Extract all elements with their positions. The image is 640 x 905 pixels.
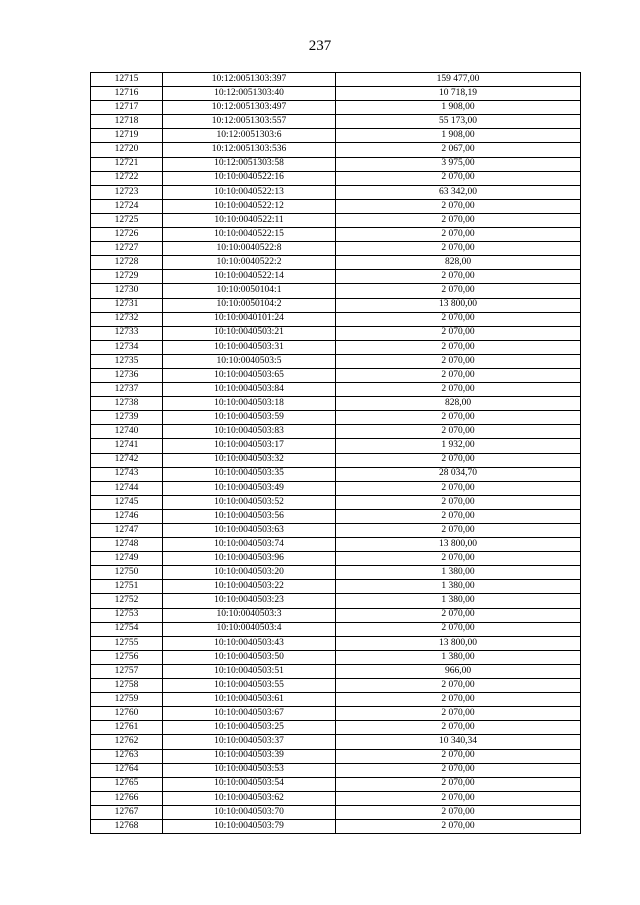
table-row	[91, 481, 581, 495]
amount-cell: 2 070,00	[336, 340, 581, 354]
cadastral-number-cell: 10:10:0040503:25	[163, 721, 336, 735]
cadastral-number-cell: 10:10:0040503:5	[163, 354, 336, 368]
table-row	[91, 538, 581, 552]
table-row	[91, 228, 581, 242]
cadastral-number-cell: 10:10:0040503:43	[163, 636, 336, 650]
row-number-cell: 12727	[91, 242, 163, 256]
table-row	[91, 73, 581, 87]
cadastral-number-cell: 10:12:0051303:6	[163, 129, 336, 143]
cadastral-number-cell: 10:10:0040503:20	[163, 566, 336, 580]
table-row	[91, 763, 581, 777]
cadastral-number-cell: 10:10:0040503:32	[163, 453, 336, 467]
cadastral-number-cell: 10:10:0040503:17	[163, 439, 336, 453]
table-row	[91, 270, 581, 284]
cadastral-number-cell: 10:10:0040101:24	[163, 312, 336, 326]
table-row	[91, 143, 581, 157]
cadastral-number-cell: 10:12:0051303:557	[163, 115, 336, 129]
table-row	[91, 242, 581, 256]
cadastral-number-cell: 10:10:0040503:56	[163, 509, 336, 523]
amount-cell: 2 070,00	[336, 312, 581, 326]
row-number-cell: 12767	[91, 805, 163, 819]
row-number-cell: 12762	[91, 735, 163, 749]
cadastral-number-cell: 10:10:0040503:4	[163, 622, 336, 636]
amount-cell: 2 070,00	[336, 805, 581, 819]
amount-cell: 2 070,00	[336, 411, 581, 425]
row-number-cell: 12766	[91, 791, 163, 805]
amount-cell: 13 800,00	[336, 298, 581, 312]
row-number-cell: 12761	[91, 721, 163, 735]
amount-cell: 2 067,00	[336, 143, 581, 157]
row-number-cell: 12768	[91, 819, 163, 833]
cadastral-number-cell: 10:10:0040503:61	[163, 693, 336, 707]
row-number-cell: 12756	[91, 650, 163, 664]
table-row	[91, 693, 581, 707]
table-row	[91, 777, 581, 791]
table-row	[91, 213, 581, 227]
amount-cell: 2 070,00	[336, 228, 581, 242]
amount-cell: 13 800,00	[336, 636, 581, 650]
amount-cell: 2 070,00	[336, 622, 581, 636]
row-number-cell: 12745	[91, 495, 163, 509]
row-number-cell: 12735	[91, 354, 163, 368]
table-row	[91, 354, 581, 368]
row-number-cell: 12737	[91, 383, 163, 397]
row-number-cell: 12743	[91, 467, 163, 481]
table-row	[91, 791, 581, 805]
cadastral-number-cell: 10:10:0040503:70	[163, 805, 336, 819]
amount-cell: 159 477,00	[336, 73, 581, 87]
cadastral-number-cell: 10:10:0040503:51	[163, 664, 336, 678]
amount-cell: 2 070,00	[336, 425, 581, 439]
table-row	[91, 566, 581, 580]
table-row	[91, 340, 581, 354]
row-number-cell: 12740	[91, 425, 163, 439]
table-row	[91, 524, 581, 538]
table-row	[91, 735, 581, 749]
cadastral-number-cell: 10:10:0040503:59	[163, 411, 336, 425]
table-row	[91, 594, 581, 608]
cadastral-number-cell: 10:10:0040503:53	[163, 763, 336, 777]
table-row	[91, 397, 581, 411]
row-number-cell: 12728	[91, 256, 163, 270]
amount-cell: 2 070,00	[336, 679, 581, 693]
amount-cell: 3 975,00	[336, 157, 581, 171]
amount-cell: 2 070,00	[336, 453, 581, 467]
cadastral-number-cell: 10:10:0040522:12	[163, 199, 336, 213]
table-row	[91, 411, 581, 425]
table-row	[91, 199, 581, 213]
table-row	[91, 664, 581, 678]
cadastral-number-cell: 10:12:0051303:536	[163, 143, 336, 157]
cadastral-number-cell: 10:10:0040503:21	[163, 326, 336, 340]
amount-cell: 2 070,00	[336, 383, 581, 397]
row-number-cell: 12718	[91, 115, 163, 129]
amount-cell: 2 070,00	[336, 199, 581, 213]
cadastral-number-cell: 10:10:0040503:49	[163, 481, 336, 495]
amount-cell: 1 380,00	[336, 650, 581, 664]
row-number-cell: 12738	[91, 397, 163, 411]
cadastral-number-cell: 10:10:0040522:14	[163, 270, 336, 284]
amount-cell: 2 070,00	[336, 509, 581, 523]
amount-cell: 63 342,00	[336, 185, 581, 199]
row-number-cell: 12729	[91, 270, 163, 284]
cadastral-number-cell: 10:10:0040503:18	[163, 397, 336, 411]
amount-cell: 2 070,00	[336, 368, 581, 382]
amount-cell: 2 070,00	[336, 354, 581, 368]
amount-cell: 2 070,00	[336, 777, 581, 791]
cadastral-number-cell: 10:10:0040503:96	[163, 552, 336, 566]
cadastral-number-cell: 10:10:0040503:31	[163, 340, 336, 354]
row-number-cell: 12724	[91, 199, 163, 213]
table-row	[91, 509, 581, 523]
cadastral-number-cell: 10:10:0040522:16	[163, 171, 336, 185]
amount-cell: 28 034,70	[336, 467, 581, 481]
cadastral-number-cell: 10:10:0050104:2	[163, 298, 336, 312]
table-row	[91, 453, 581, 467]
cadastral-number-cell: 10:10:0040503:55	[163, 679, 336, 693]
amount-cell: 1 932,00	[336, 439, 581, 453]
row-number-cell: 12746	[91, 509, 163, 523]
cadastral-number-cell: 10:10:0040503:63	[163, 524, 336, 538]
amount-cell: 2 070,00	[336, 763, 581, 777]
amount-cell: 2 070,00	[336, 791, 581, 805]
row-number-cell: 12717	[91, 101, 163, 115]
row-number-cell: 12739	[91, 411, 163, 425]
amount-cell: 2 070,00	[336, 481, 581, 495]
row-number-cell: 12763	[91, 749, 163, 763]
table-row	[91, 650, 581, 664]
registry-table-body	[91, 73, 581, 834]
table-row	[91, 707, 581, 721]
cadastral-number-cell: 10:10:0040503:67	[163, 707, 336, 721]
row-number-cell: 12764	[91, 763, 163, 777]
amount-cell: 1 908,00	[336, 101, 581, 115]
table-row	[91, 721, 581, 735]
cadastral-number-cell: 10:10:0040522:15	[163, 228, 336, 242]
row-number-cell: 12730	[91, 284, 163, 298]
table-row	[91, 326, 581, 340]
table-row	[91, 749, 581, 763]
table-row	[91, 552, 581, 566]
row-number-cell: 12720	[91, 143, 163, 157]
cadastral-number-cell: 10:10:0040522:2	[163, 256, 336, 270]
row-number-cell: 12722	[91, 171, 163, 185]
cadastral-number-cell: 10:12:0051303:58	[163, 157, 336, 171]
table-row	[91, 368, 581, 382]
amount-cell: 2 070,00	[336, 495, 581, 509]
table-row	[91, 805, 581, 819]
amount-cell: 2 070,00	[336, 749, 581, 763]
row-number-cell: 12742	[91, 453, 163, 467]
amount-cell: 1 908,00	[336, 129, 581, 143]
table-row	[91, 256, 581, 270]
amount-cell: 2 070,00	[336, 608, 581, 622]
row-number-cell: 12726	[91, 228, 163, 242]
row-number-cell: 12758	[91, 679, 163, 693]
amount-cell: 2 070,00	[336, 524, 581, 538]
table-row	[91, 284, 581, 298]
amount-cell: 1 380,00	[336, 566, 581, 580]
amount-cell: 55 173,00	[336, 115, 581, 129]
amount-cell: 2 070,00	[336, 284, 581, 298]
table-row	[91, 495, 581, 509]
cadastral-number-cell: 10:10:0040503:54	[163, 777, 336, 791]
row-number-cell: 12754	[91, 622, 163, 636]
row-number-cell: 12744	[91, 481, 163, 495]
cadastral-number-cell: 10:10:0040503:79	[163, 819, 336, 833]
amount-cell: 1 380,00	[336, 594, 581, 608]
row-number-cell: 12751	[91, 580, 163, 594]
table-row	[91, 312, 581, 326]
cadastral-number-cell: 10:10:0040522:11	[163, 213, 336, 227]
cadastral-number-cell: 10:10:0040503:37	[163, 735, 336, 749]
row-number-cell: 12757	[91, 664, 163, 678]
row-number-cell: 12731	[91, 298, 163, 312]
table-row	[91, 819, 581, 833]
table-row	[91, 171, 581, 185]
amount-cell: 966,00	[336, 664, 581, 678]
table-row	[91, 636, 581, 650]
cadastral-number-cell: 10:12:0051303:40	[163, 87, 336, 101]
cadastral-number-cell: 10:10:0040503:39	[163, 749, 336, 763]
cadastral-number-cell: 10:10:0040503:74	[163, 538, 336, 552]
page-number: 237	[308, 38, 332, 54]
cadastral-number-cell: 10:10:0040522:8	[163, 242, 336, 256]
amount-cell: 2 070,00	[336, 326, 581, 340]
row-number-cell: 12760	[91, 707, 163, 721]
amount-cell: 2 070,00	[336, 270, 581, 284]
amount-cell: 2 070,00	[336, 242, 581, 256]
row-number-cell: 12716	[91, 87, 163, 101]
table-row	[91, 679, 581, 693]
row-number-cell: 12719	[91, 129, 163, 143]
row-number-cell: 12759	[91, 693, 163, 707]
row-number-cell: 12736	[91, 368, 163, 382]
cadastral-number-cell: 10:10:0040522:13	[163, 185, 336, 199]
cadastral-number-cell: 10:10:0040503:62	[163, 791, 336, 805]
row-number-cell: 12752	[91, 594, 163, 608]
row-number-cell: 12748	[91, 538, 163, 552]
cadastral-number-cell: 10:10:0040503:50	[163, 650, 336, 664]
row-number-cell: 12721	[91, 157, 163, 171]
amount-cell: 1 380,00	[336, 580, 581, 594]
cadastral-number-cell: 10:10:0040503:22	[163, 580, 336, 594]
table-row	[91, 425, 581, 439]
amount-cell: 2 070,00	[336, 721, 581, 735]
amount-cell: 2 070,00	[336, 213, 581, 227]
table-row	[91, 439, 581, 453]
row-number-cell: 12750	[91, 566, 163, 580]
cadastral-number-cell: 10:10:0040503:3	[163, 608, 336, 622]
table-row	[91, 622, 581, 636]
table-row	[91, 101, 581, 115]
cadastral-number-cell: 10:10:0040503:65	[163, 368, 336, 382]
cadastral-number-cell: 10:10:0040503:83	[163, 425, 336, 439]
registry-table	[90, 72, 581, 834]
cadastral-number-cell: 10:10:0050104:1	[163, 284, 336, 298]
table-row	[91, 157, 581, 171]
table-row	[91, 608, 581, 622]
row-number-cell: 12755	[91, 636, 163, 650]
row-number-cell: 12723	[91, 185, 163, 199]
row-number-cell: 12715	[91, 73, 163, 87]
cadastral-number-cell: 10:10:0040503:84	[163, 383, 336, 397]
amount-cell: 10 718,19	[336, 87, 581, 101]
amount-cell: 2 070,00	[336, 819, 581, 833]
cadastral-number-cell: 10:10:0040503:52	[163, 495, 336, 509]
table-row	[91, 383, 581, 397]
row-number-cell: 12747	[91, 524, 163, 538]
row-number-cell: 12765	[91, 777, 163, 791]
row-number-cell: 12725	[91, 213, 163, 227]
table-row	[91, 467, 581, 481]
row-number-cell: 12753	[91, 608, 163, 622]
amount-cell: 2 070,00	[336, 693, 581, 707]
table-row	[91, 298, 581, 312]
table-row	[91, 87, 581, 101]
amount-cell: 2 070,00	[336, 552, 581, 566]
table-row	[91, 185, 581, 199]
amount-cell: 2 070,00	[336, 707, 581, 721]
amount-cell: 10 340,34	[336, 735, 581, 749]
cadastral-number-cell: 10:12:0051303:497	[163, 101, 336, 115]
table-row	[91, 115, 581, 129]
cadastral-number-cell: 10:12:0051303:397	[163, 73, 336, 87]
row-number-cell: 12733	[91, 326, 163, 340]
amount-cell: 13 800,00	[336, 538, 581, 552]
cadastral-number-cell: 10:10:0040503:23	[163, 594, 336, 608]
table-row	[91, 129, 581, 143]
row-number-cell: 12732	[91, 312, 163, 326]
row-number-cell: 12749	[91, 552, 163, 566]
amount-cell: 828,00	[336, 397, 581, 411]
amount-cell: 828,00	[336, 256, 581, 270]
row-number-cell: 12741	[91, 439, 163, 453]
table-row	[91, 580, 581, 594]
cadastral-number-cell: 10:10:0040503:35	[163, 467, 336, 481]
row-number-cell: 12734	[91, 340, 163, 354]
amount-cell: 2 070,00	[336, 171, 581, 185]
